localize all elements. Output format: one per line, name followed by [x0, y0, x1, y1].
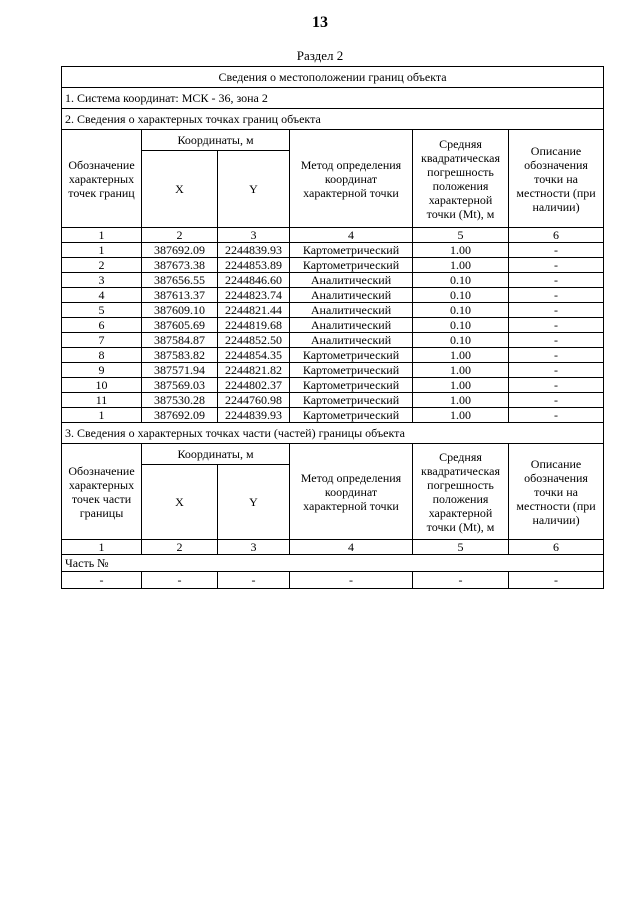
col-desc-header: Описание обозначения точки на местности (при наличии) — [509, 130, 604, 228]
col-error-header: Средняя квадратическая погрешность положения характерной точки (Mt), м — [413, 130, 509, 228]
cell-error: 1.00 — [413, 348, 509, 363]
cell-error: 0.10 — [413, 333, 509, 348]
cell-desc: - — [509, 243, 604, 258]
col-y-header: Y — [218, 151, 290, 228]
col-coords-header: Координаты, м — [142, 130, 290, 151]
cell-x: 387692.09 — [142, 408, 218, 423]
table-row — [62, 333, 604, 348]
cell-x: 387656.55 — [142, 273, 218, 288]
table-cell: - — [218, 572, 290, 589]
cell-x: 387584.87 — [142, 333, 218, 348]
cell-desc: - — [509, 363, 604, 378]
parts-col-point-header: Обозначение характерных точек части границы — [62, 444, 142, 540]
cell-method: Аналитический — [290, 333, 413, 348]
cell-error: 1.00 — [413, 393, 509, 408]
column-number: 6 — [509, 228, 604, 243]
cell-desc: - — [509, 258, 604, 273]
page-number: 13 — [312, 14, 328, 31]
table-cell: - — [413, 572, 509, 589]
cell-error: 1.00 — [413, 258, 509, 273]
table-row — [62, 273, 604, 288]
cell-y: 2244819.68 — [218, 318, 290, 333]
column-number: 4 — [290, 228, 413, 243]
cell-error: 1.00 — [413, 243, 509, 258]
cell-point: 6 — [62, 318, 142, 333]
cell-error: 0.10 — [413, 273, 509, 288]
cell-y: 2244853.89 — [218, 258, 290, 273]
column-number: 2 — [142, 540, 218, 555]
column-number: 1 — [62, 540, 142, 555]
cell-y: 2244854.35 — [218, 348, 290, 363]
table-cell: - — [62, 572, 142, 589]
cell-desc: - — [509, 288, 604, 303]
cell-point: 5 — [62, 303, 142, 318]
boundary-table — [61, 66, 604, 589]
cell-x: 387605.69 — [142, 318, 218, 333]
cell-x: 387609.10 — [142, 303, 218, 318]
cell-point: 8 — [62, 348, 142, 363]
cell-y: 2244802.37 — [218, 378, 290, 393]
cell-method: Картометрический — [290, 408, 413, 423]
cell-x: 387673.38 — [142, 258, 218, 273]
cell-desc: - — [509, 318, 604, 333]
cell-desc: - — [509, 393, 604, 408]
part-label: Часть № — [62, 555, 604, 572]
cell-y: 2244846.60 — [218, 273, 290, 288]
cell-x: 387530.28 — [142, 393, 218, 408]
column-number: 4 — [290, 540, 413, 555]
parts-col-method-header: Метод определения координат характерной точки — [290, 444, 413, 540]
cell-point: 9 — [62, 363, 142, 378]
cell-point: 1 — [62, 243, 142, 258]
table-row — [62, 243, 604, 258]
cell-y: 2244852.50 — [218, 333, 290, 348]
cell-method: Картометрический — [290, 363, 413, 378]
cell-error: 1.00 — [413, 408, 509, 423]
cell-desc: - — [509, 348, 604, 363]
cell-point: 7 — [62, 333, 142, 348]
table-title: Сведения о местоположении границ объекта — [62, 67, 604, 88]
table-row — [62, 288, 604, 303]
parts-section-title: 3. Сведения о характерных точках части (частей) границы объекта — [62, 423, 604, 444]
column-number: 5 — [413, 228, 509, 243]
col-x-header: X — [142, 151, 218, 228]
cell-point: 3 — [62, 273, 142, 288]
cell-method: Аналитический — [290, 303, 413, 318]
cell-method: Аналитический — [290, 288, 413, 303]
cell-point: 10 — [62, 378, 142, 393]
cell-method: Картометрический — [290, 393, 413, 408]
parts-data-row — [62, 572, 604, 589]
section-title: Раздел 2 — [296, 48, 344, 63]
column-number: 2 — [142, 228, 218, 243]
cell-desc: - — [509, 378, 604, 393]
cell-y: 2244839.93 — [218, 243, 290, 258]
cell-point: 1 — [62, 408, 142, 423]
cell-x: 387569.03 — [142, 378, 218, 393]
table-row — [62, 363, 604, 378]
cell-method: Картометрический — [290, 258, 413, 273]
cell-desc: - — [509, 303, 604, 318]
table-row — [62, 393, 604, 408]
cell-error: 1.00 — [413, 378, 509, 393]
table-row — [62, 348, 604, 363]
parts-column-numbers-row — [62, 540, 604, 555]
cell-method: Аналитический — [290, 273, 413, 288]
cell-y: 2244760.98 — [218, 393, 290, 408]
column-number: 1 — [62, 228, 142, 243]
cell-desc: - — [509, 273, 604, 288]
cell-error: 1.00 — [413, 363, 509, 378]
parts-col-coords-header: Координаты, м — [142, 444, 290, 465]
cell-x: 387613.37 — [142, 288, 218, 303]
cell-x: 387583.82 — [142, 348, 218, 363]
table-row — [62, 258, 604, 273]
cell-error: 0.10 — [413, 318, 509, 333]
column-number: 3 — [218, 228, 290, 243]
table-row — [62, 303, 604, 318]
cell-error: 0.10 — [413, 288, 509, 303]
boundary-section-title: 2. Сведения о характерных точках границ объекта — [62, 109, 604, 130]
cell-y: 2244839.93 — [218, 408, 290, 423]
cell-method: Картометрический — [290, 243, 413, 258]
table-row — [62, 318, 604, 333]
cell-desc: - — [509, 333, 604, 348]
table-cell: - — [290, 572, 413, 589]
cell-point: 2 — [62, 258, 142, 273]
table-cell: - — [509, 572, 604, 589]
parts-col-error-header: Средняя квадратическая погрешность положения характерной точки (Mt), м — [413, 444, 509, 540]
cell-method: Аналитический — [290, 318, 413, 333]
column-number: 3 — [218, 540, 290, 555]
cell-desc: - — [509, 408, 604, 423]
cell-x: 387692.09 — [142, 243, 218, 258]
cell-method: Картометрический — [290, 378, 413, 393]
table-cell: - — [142, 572, 218, 589]
col-point-header: Обозначение характерных точек границ — [62, 130, 142, 228]
cell-error: 0.10 — [413, 303, 509, 318]
column-number: 5 — [413, 540, 509, 555]
cell-y: 2244823.74 — [218, 288, 290, 303]
col-method-header: Метод определения координат характерной точки — [290, 130, 413, 228]
cell-x: 387571.94 — [142, 363, 218, 378]
coord-system: 1. Система координат: МСК - 36, зона 2 — [62, 88, 604, 109]
cell-method: Картометрический — [290, 348, 413, 363]
parts-col-y-header: Y — [218, 465, 290, 540]
cell-y: 2244821.44 — [218, 303, 290, 318]
parts-col-x-header: X — [142, 465, 218, 540]
cell-point: 4 — [62, 288, 142, 303]
table-row — [62, 408, 604, 423]
table-row — [62, 378, 604, 393]
cell-y: 2244821.82 — [218, 363, 290, 378]
parts-col-desc-header: Описание обозначения точки на местности (при наличии) — [509, 444, 604, 540]
column-number: 6 — [509, 540, 604, 555]
cell-point: 11 — [62, 393, 142, 408]
column-numbers-row — [62, 228, 604, 243]
